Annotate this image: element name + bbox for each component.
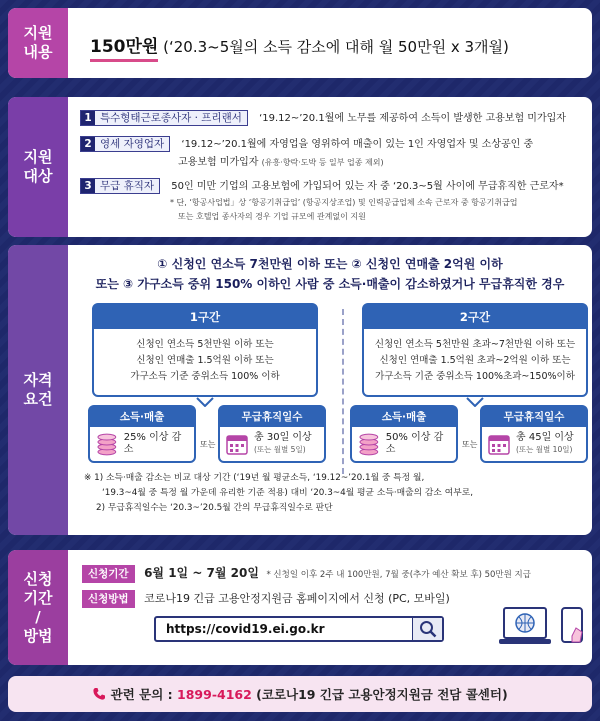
calendar-icon	[226, 433, 248, 455]
requirements-content	[74, 245, 586, 535]
support-content	[74, 8, 586, 78]
requirements-notes: ※ 1) 소득·매출 감소는 비교 대상 기간 (‘19년 월 평균소득, ‘19.12~’20.1월 중 특정 월, ‘19.3~4월 중 특정 월 가운데 유리한 기준 적용) 대비 ‘20.3~4월 평균 소득·매출의 감소 여부로, 2) 무급휴직일수는 ‘20.3~’20.5월 간의 무급휴직일수로 판단	[84, 473, 474, 513]
apply-method-label: 신청방법	[82, 590, 135, 608]
target-tag-2: 2 영세 자영업자	[80, 136, 170, 152]
laptop-icon	[498, 606, 552, 650]
target-section	[8, 97, 592, 237]
url-search-bar[interactable]	[154, 616, 444, 642]
tier-1-box	[92, 303, 318, 397]
support-label: 지원 내용	[8, 8, 68, 78]
tier-2-sales-box: 소득·매출 50% 이상 감소	[350, 405, 458, 463]
search-button[interactable]	[412, 618, 442, 640]
url-text: https://covid19.ei.go.kr	[166, 622, 325, 636]
target-tag-1: 1 특수형태근로종사자 · 프리랜서	[80, 110, 248, 126]
target-tag-3: 3 무급 휴직자	[80, 178, 160, 194]
target-label: 지원 대상	[8, 97, 68, 237]
target-footnote-2: 또는 호텔업 종사자의 경우 기업 규모에 관계없이 지원	[178, 212, 366, 221]
tier-2-sales-text: 50% 이상 감소	[385, 432, 444, 455]
tier-2-title: 2구간	[364, 305, 586, 329]
apply-period-row	[82, 564, 531, 583]
apply-method-row	[82, 590, 450, 608]
support-amount-line	[90, 32, 509, 57]
mobile-phone-icon	[560, 606, 586, 648]
target-footnote-1: * 단, ‘항공사업법」상 ‘항공기취급업’ (항공지상조업) 및 인력공급업체 소속 근로자 중 항공기취급업	[170, 198, 518, 207]
apply-period-label: 신청기간	[82, 565, 135, 583]
contact-prefix: 관련 문의 :	[110, 687, 178, 702]
target-content	[74, 97, 586, 237]
coins-icon	[96, 432, 118, 456]
tier-2-leave-text: 총 45일 이상	[516, 432, 574, 443]
tier-1-or: 또는	[200, 440, 216, 449]
requirements-section	[8, 245, 592, 535]
apply-label: 신청 기간 / 방법	[8, 550, 68, 665]
tier-1-body: 신청인 연소득 5천만원 이하 또는 신청인 연매출 1.5억원 이하 또는 가구소득 기준 중위소득 100% 이하	[130, 339, 280, 382]
chevron-down-icon	[196, 397, 214, 407]
tier-2-leave-sub: (또는 월별 10일)	[516, 445, 573, 454]
tier-2-leave-box: 무급휴직일수 총 45일 이상 (또는 월별 10일)	[480, 405, 588, 463]
apply-section	[8, 550, 592, 665]
tier-2-or: 또는	[462, 440, 478, 449]
requirements-headline-2: 또는 ③ 가구소득 중위 150% 이하인 사람 중 소득·매출이 감소하였거나 무급휴직한 경우	[95, 277, 565, 291]
target-item-2-cont: 고용보험 미가입자 (유흥·향락·도박 등 일부 업종 제외)	[178, 157, 384, 168]
requirements-label: 자격 요건	[8, 245, 68, 535]
apply-period-note: * 신청일 이후 2주 내 100만원, 7월 중(추가 예산 확보 후) 50만원 지급	[266, 570, 531, 580]
calendar-icon	[488, 433, 510, 455]
search-icon	[419, 620, 437, 638]
tier-1-sales-text: 25% 이상 감소	[123, 432, 182, 455]
tier-1-leave-sub: (또는 월별 5일)	[254, 445, 306, 454]
apply-content	[74, 550, 586, 665]
tier-2-body: 신청인 연소득 5천만원 초과~7천만원 이하 또는 신청인 연매출 1.5억원 초과~2억원 이하 또는 가구소득 기준 중위소득 100%초과~150%이하	[374, 339, 576, 382]
tier-1-leave-text: 총 30일 이상	[254, 432, 312, 443]
apply-method-value: 코로나19 긴급 고용안정지원금 홈페이지에서 신청 (PC, 모바일)	[144, 592, 450, 605]
tier-1-sales-box: 소득·매출 25% 이상 감소	[88, 405, 196, 463]
tier-1-title: 1구간	[94, 305, 316, 329]
phone-icon	[92, 687, 106, 701]
apply-period-value: 6월 1일 ~ 7월 20일	[144, 566, 259, 580]
target-item-1: 1 특수형태근로종사자 · 프리랜서 ‘19.12~’20.1월에 노무를 제공하여 소득이 발생한 고용보험 미가입자	[80, 109, 566, 126]
contact-line	[8, 685, 592, 703]
coins-icon	[358, 432, 380, 456]
support-detail: (‘20.3~5월의 소득 감소에 대해 월 50만원 x 3개월)	[163, 38, 509, 56]
tier-2-box	[362, 303, 588, 397]
tier-1-leave-box: 무급휴직일수 총 30일 이상 (또는 월별 5일)	[218, 405, 326, 463]
contact-phone[interactable]: 1899-4162	[177, 687, 252, 702]
support-section	[8, 8, 592, 78]
target-item-2: 2 영세 자영업자 ‘19.12~’20.1월에 자영업을 영위하여 매출이 있는 1인 자영업자 및 소상공인 중	[80, 135, 533, 152]
support-amount: 150만원	[90, 37, 158, 62]
requirements-headline-1: ① 신청인 연소득 7천만원 이하 또는 ② 신청인 연매출 2억원 이하	[157, 257, 503, 271]
contact-banner	[8, 676, 592, 712]
tier-divider	[342, 309, 344, 474]
target-item-3: 3 무급 휴직자 50인 미만 기업의 고용보험에 가입되어 있는 자 중 ‘20.3~5월 사이에 무급휴직한 근로자*	[80, 177, 564, 194]
contact-suffix: (코로나19 긴급 고용안정지원금 전담 콜센터)	[251, 687, 508, 702]
